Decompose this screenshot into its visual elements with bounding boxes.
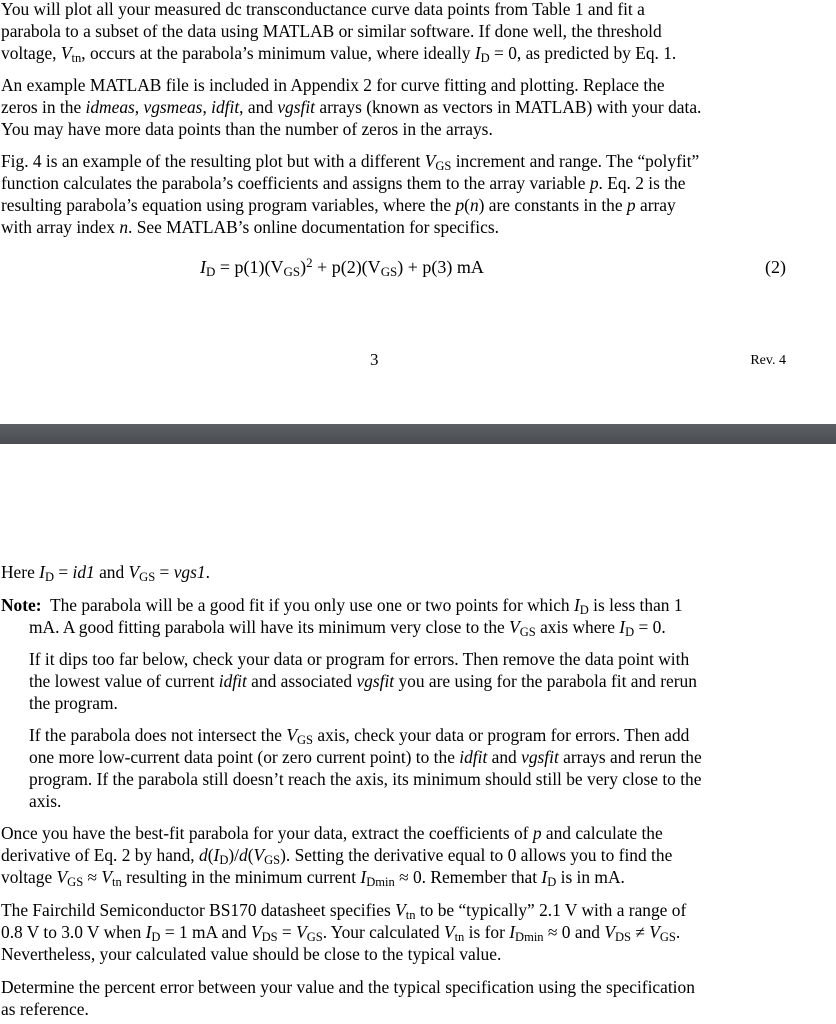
- text-line: Once you have the best-fit parabola for your data, extract the coefficients of p and calculate the: [1, 823, 663, 843]
- paragraph-derivative: [1, 822, 826, 888]
- text-line: program. If the parabola still doesn’t reach the axis, its minimum should still be very close to the: [29, 769, 702, 789]
- text-line: derivative of Eq. 2 by hand, $d(I_D)/d(V_{GS})$. Setting the derivative equal to 0 allows you to find the: [1, 845, 673, 868]
- text-line: the lowest value of current idfit and associated vgsfit you are using for the parabola fit and rerun: [29, 671, 697, 691]
- page-number: 3: [370, 350, 379, 369]
- text-line: parabola to a subset of the data using MATLAB or similar software. If done well, the threshold: [1, 21, 662, 41]
- page-divider: [0, 424, 836, 444]
- text-line: axis.: [29, 791, 62, 811]
- text-line: Note: The parabola will be a good fit if you only use one or two points for which $I_D$ is less than 1: [1, 595, 683, 618]
- text-line: zeros in the idmeas, vgsmeas, idfit, and vgsfit arrays (known as vectors in MATLAB) with your data.: [1, 97, 702, 117]
- text-line: Determine the percent error between your value and the typical specification using the specification: [1, 977, 695, 997]
- note-intersect-paragraph: [29, 724, 826, 812]
- note-label: Note:: [1, 595, 42, 615]
- paragraph-datasheet: [1, 899, 826, 965]
- text-line: function calculates the parabola’s coefficients and assigns them to the array variable p. Eq. 2 is the: [1, 173, 686, 193]
- text-line: mA. A good fitting parabola will have its minimum very close to the $V_{GS}$ axis where $I_D = 0$.: [29, 617, 666, 640]
- text-line: Fig. 4 is an example of the resulting plot but with a different $V_{GS}$ increment and range. The “polyfit”: [1, 151, 700, 174]
- text-line: Nevertheless, your calculated value should be close to the typical value.: [1, 944, 502, 964]
- paragraph-matlab-file: [1, 74, 826, 140]
- page-top: [0, 0, 836, 424]
- text-line: An example MATLAB file is included in Appendix 2 for curve fitting and plotting. Replace the: [1, 75, 665, 95]
- paragraph-percent-error: [1, 976, 826, 1020]
- text-line: voltage $V_{GS} \approx V_{tn}$ resulting in the minimum current $I_{Dmin} \approx 0$. Remember that $I_D$ is in mA.: [1, 867, 625, 890]
- paragraph-plot-instructions: [1, 0, 826, 64]
- text-line: If it dips too far below, check your data or program for errors. Then remove the data point with: [29, 649, 690, 669]
- equation-number: (2): [765, 257, 786, 277]
- text-line: You will plot all your measured dc transconductance curve data points from Table 1 and fit a: [1, 0, 645, 19]
- text-line: with array index n. See MATLAB’s online documentation for specifics.: [1, 217, 499, 237]
- equation-2: $I_D = p(1)(V_{GS})^2 + p(2)(V_{GS}) + p(3)$ mA: [200, 255, 484, 280]
- note-paragraph: [1, 594, 826, 638]
- text-line: If the parabola does not intersect the $V_{GS}$ axis, check your data or program for errors. Then add: [29, 725, 690, 748]
- text-line: 0.8 V to 3.0 V when $I_D = 1$ mA and $V_{DS} = V_{GS}$. Your calculated $V_{tn}$ is for $I_{Dmin} \approx 0$ and $V_{DS} \ne V_{GS}$.: [1, 922, 681, 945]
- paragraph-polyfit: [1, 150, 826, 238]
- text-line: one more low-current data point (or zero current point) to the idfit and vgsfit arrays and rerun the: [29, 747, 702, 767]
- revision-label: Rev. 4: [750, 353, 786, 368]
- page-bottom: [0, 444, 836, 1024]
- text-line: You may have more data points than the number of zeros in the arrays.: [1, 119, 493, 139]
- paragraph-here: [1, 561, 826, 583]
- text-line: voltage, $V_{tn}$, occurs at the parabola’s minimum value, where ideally $I_D = 0$, as predicted by Eq. 1.: [1, 43, 677, 66]
- note-dips-paragraph: [29, 648, 826, 714]
- text-line: as reference.: [1, 999, 89, 1019]
- text-line: the program.: [29, 693, 118, 713]
- text-line: The Fairchild Semiconductor BS170 datasheet specifies $V_{tn}$ to be “typically” 2.1 V with a range of: [1, 900, 687, 923]
- text-line: resulting parabola’s equation using program variables, where the p(n) are constants in the p array: [1, 195, 676, 215]
- text-line: Here $I_D = id1$ and $V_{GS} = vgs1$.: [1, 562, 210, 585]
